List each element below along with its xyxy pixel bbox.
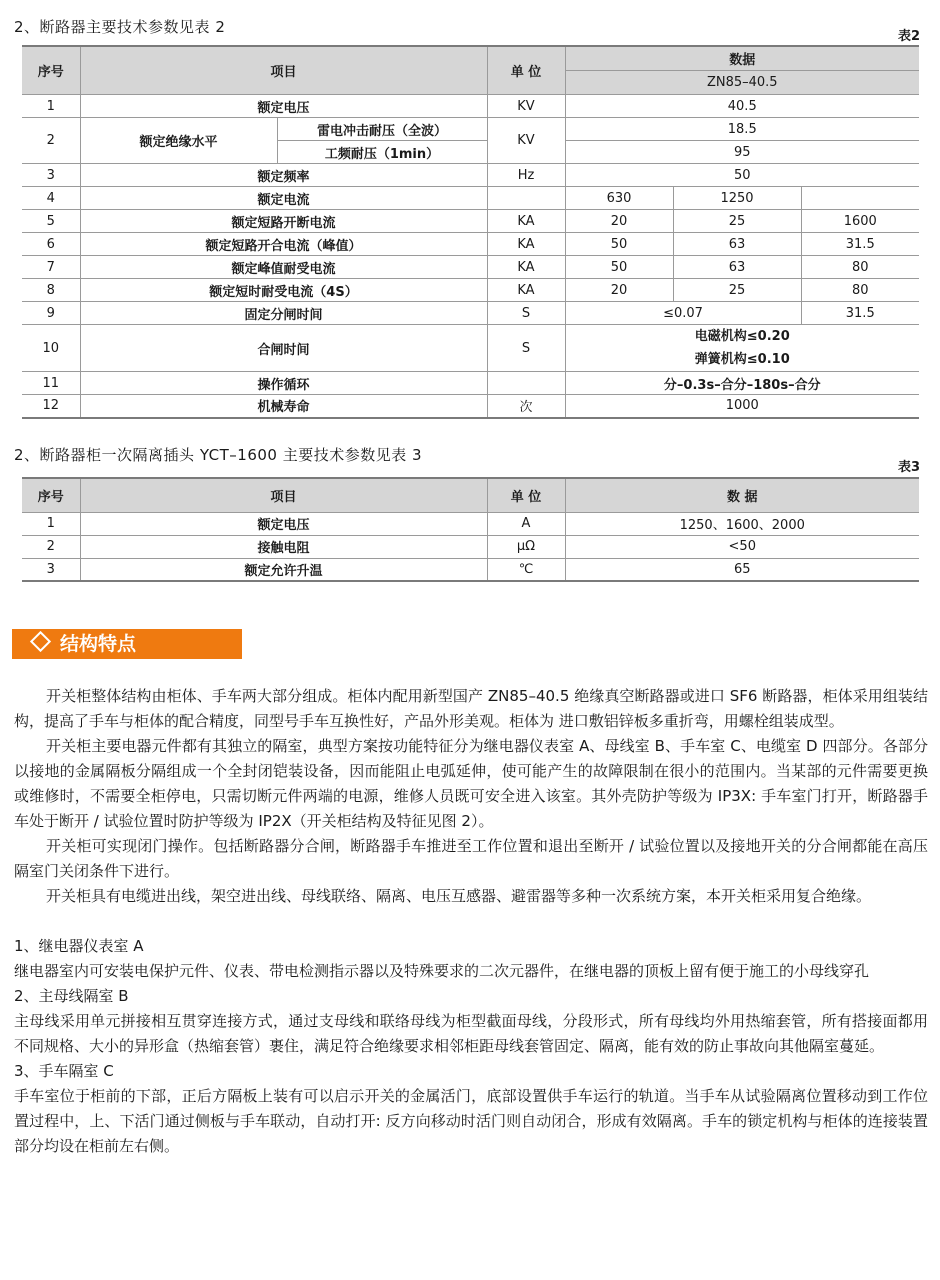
cell-unit: KV	[487, 118, 565, 164]
cell-value: 1250、1600、2000	[565, 512, 919, 535]
cell-value: 20	[565, 210, 673, 233]
cell-value: 80	[801, 256, 919, 279]
cell-subitem: 工频耐压（1min）	[277, 141, 487, 164]
table-row	[22, 558, 919, 581]
cell-item: 接触电阻	[80, 535, 487, 558]
cell-item: 额定短路开合电流（峰值）	[80, 233, 487, 256]
cell-value: 95	[565, 141, 919, 164]
cell-no: 7	[22, 256, 80, 279]
cell-no: 3	[22, 558, 80, 581]
cell-value: 25	[673, 279, 801, 302]
cell-unit: S	[487, 325, 565, 372]
table-row	[22, 325, 919, 372]
paragraph: 开关柜整体结构由柜体、手车两大部分组成。柜体内配用新型国产 ZN85–40.5 绝缘真空断路器或进口 SF6 断路器，柜体采用组装结构，提高了手车与柜体的配合精度，同型号手车互换性好，产品外形美观。柜体为 进口敷铝锌板多重折弯，用螺栓组装成型。	[14, 687, 928, 730]
table-row	[22, 512, 919, 535]
table2-label: 表2	[897, 29, 920, 44]
table-row	[22, 535, 919, 558]
cell-unit	[487, 187, 565, 210]
cell-value: 1000	[565, 395, 919, 418]
table-row	[22, 256, 919, 279]
diamond-icon	[30, 631, 51, 652]
cell-value: 31.5	[801, 233, 919, 256]
cell-unit: KA	[487, 256, 565, 279]
closing-time-electromagnetic: 电磁机构≤0.20	[694, 329, 790, 344]
cell-item: 操作循环	[80, 372, 487, 395]
cell-unit: KA	[487, 233, 565, 256]
cell-value: 50	[565, 256, 673, 279]
cell-no: 6	[22, 233, 80, 256]
cell-value: 31.5	[801, 302, 919, 325]
header-no: 序号	[22, 46, 80, 95]
cell-value: 分–0.3s–合分–180s–合分	[565, 372, 919, 395]
table-row	[22, 187, 919, 210]
cell-item: 额定峰值耐受电流	[80, 256, 487, 279]
subheading: 1、继电器仪表室 A	[14, 937, 144, 955]
cell-value: 18.5	[565, 118, 919, 141]
cell-no: 12	[22, 395, 80, 418]
header-data: 数据	[565, 46, 919, 71]
table-row	[22, 302, 919, 325]
paragraph: 手车室位于柜前的下部，正后方隔板上装有可以启示开关的金属活门，底部设置供手车运行的轨道。当手车从试验隔离位置移动到工作位置过程中，上、下活门通过侧板与手车联动，自动打开: 反方向移动时活门则自动闭合，形成有效隔离。手车的锁定机构与柜体的连接装置部分均设在柜前左右侧。	[14, 1087, 928, 1155]
cell-value: 50	[565, 233, 673, 256]
cell-no: 1	[22, 95, 80, 118]
banner-title: 结构特点	[60, 633, 137, 655]
header-model: ZN85–40.5	[565, 71, 919, 95]
cell-subitem: 雷电冲击耐压（全波）	[277, 118, 487, 141]
cell-value: 80	[801, 279, 919, 302]
paragraph: 开关柜具有电缆进出线，架空进出线、母线联络、隔离、电压互感器、避雷器等多种一次系统方案，本开关柜采用复合绝缘。	[46, 887, 872, 905]
table-row	[22, 372, 919, 395]
cell-value: 65	[565, 558, 919, 581]
cell-unit: KA	[487, 210, 565, 233]
header-item: 项目	[80, 46, 487, 95]
paragraph: 开关柜可实现闭门操作。包括断路器分合闸，断路器手车推进至工作位置和退出至断开 / 试验位置以及接地开关的分合闸都能在高压隔室门关闭条件下进行。	[14, 837, 928, 880]
cell-no: 2	[22, 535, 80, 558]
header-data: 数 据	[565, 478, 919, 512]
header-no: 序号	[22, 478, 80, 512]
cell-value: ≤0.07	[565, 302, 801, 325]
closing-time-spring: 弹簧机构≤0.10	[694, 352, 790, 367]
paragraph: 主母线采用单元拼接相互贯穿连接方式，通过支母线和联络母线为柜型截面母线，分段形式，所有母线均外用热缩套管，所有搭接面都用不同规格、大小的异形盒（热缩套管）裹住，满足符合绝缘要求相邻柜距母线套管固定、隔离，能有效的防止事故向其他隔室蔓延。	[14, 1012, 928, 1055]
cell-value: 25	[673, 210, 801, 233]
cell-item: 机械寿命	[80, 395, 487, 418]
cell-no: 3	[22, 164, 80, 187]
table3	[22, 477, 919, 582]
cell-no: 4	[22, 187, 80, 210]
subheading: 3、手车隔室 C	[14, 1062, 114, 1080]
cell-unit	[487, 372, 565, 395]
table3-label: 表3	[897, 460, 920, 475]
table-row	[22, 164, 919, 187]
table-row	[22, 210, 919, 233]
header-unit: 单 位	[487, 46, 565, 95]
cell-unit: KA	[487, 279, 565, 302]
cell-value: 50	[565, 164, 919, 187]
cell-unit: A	[487, 512, 565, 535]
cell-item: 合闸时间	[80, 325, 487, 372]
cell-value: <50	[565, 535, 919, 558]
cell-value: 1600	[801, 210, 919, 233]
cell-unit: μΩ	[487, 535, 565, 558]
cell-unit: 次	[487, 395, 565, 418]
cell-item: 额定频率	[80, 164, 487, 187]
paragraph: 继电器室内可安装电保护元件、仪表、带电检测指示器以及特殊要求的二次元器件，在继电器的顶板上留有便于施工的小母线穿孔	[14, 962, 870, 980]
header-unit: 单 位	[487, 478, 565, 512]
cell-no: 11	[22, 372, 80, 395]
cell-unit: S	[487, 302, 565, 325]
cell-unit: ℃	[487, 558, 565, 581]
header-item: 项目	[80, 478, 487, 512]
cell-item: 固定分闸时间	[80, 302, 487, 325]
cell-no: 9	[22, 302, 80, 325]
section-banner	[12, 629, 242, 659]
cell-no: 1	[22, 512, 80, 535]
cell-value: 20	[565, 279, 673, 302]
section2-title: 2、断路器柜一次隔离插头 YCT–1600 主要技术参数见表 3	[14, 446, 423, 464]
table-row	[22, 118, 919, 141]
cell-unit: Hz	[487, 164, 565, 187]
cell-value: 63	[673, 256, 801, 279]
cell-item: 额定允许升温	[80, 558, 487, 581]
table2	[22, 45, 919, 419]
cell-item: 额定绝缘水平	[80, 118, 277, 164]
cell-item: 额定短路开断电流	[80, 210, 487, 233]
cell-value: 63	[673, 233, 801, 256]
subheading: 2、主母线隔室 B	[14, 987, 129, 1005]
cell-no: 8	[22, 279, 80, 302]
cell-no: 2	[22, 118, 80, 164]
cell-value: 40.5	[565, 95, 919, 118]
cell-item: 额定短时耐受电流（4S）	[80, 279, 487, 302]
cell-value	[801, 187, 919, 210]
body-text	[14, 684, 928, 1159]
table-row	[22, 395, 919, 418]
cell-value: 630	[565, 187, 673, 210]
paragraph: 开关柜主要电器元件都有其独立的隔室，典型方案按功能特征分为继电器仪表室 A、母线室 B、手车室 C、电缆室 D 四部分。各部分以接地的金属隔板分隔组成一个全封闭铠装设备，因而能阻止电弧延伸，使可能产生的故障限制在很小的范围内。当某部的元件需要更换或维修时，不需要全柜停电，只需切断元件两端的电源，维修人员既可安全进入该室。其外壳防护等级为 IP3X: 手车室门打开，断路器手车处于断开 / 试验位置时防护等级为 IP2X（开关柜结构及特征见图 2）。	[14, 737, 928, 830]
cell-item: 额定电流	[80, 187, 487, 210]
table-row	[22, 233, 919, 256]
cell-item: 额定电压	[80, 512, 487, 535]
cell-value: 1250	[673, 187, 801, 210]
cell-item: 额定电压	[80, 95, 487, 118]
cell-value	[565, 325, 919, 372]
cell-no: 10	[22, 325, 80, 372]
section1-title: 2、断路器主要技术参数见表 2	[14, 18, 226, 36]
cell-unit: KV	[487, 95, 565, 118]
cell-no: 5	[22, 210, 80, 233]
table-row	[22, 279, 919, 302]
table-row	[22, 95, 919, 118]
